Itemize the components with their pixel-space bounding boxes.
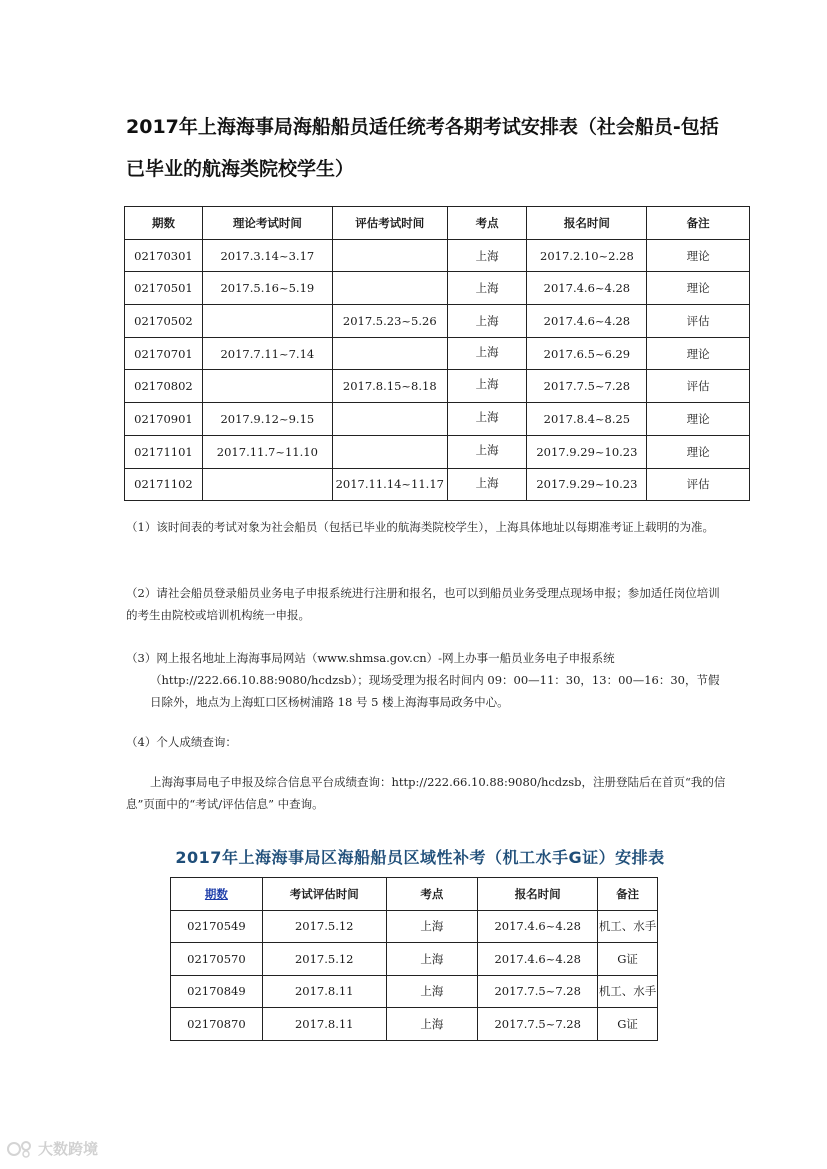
period-link[interactable]: 期数 (204, 886, 228, 901)
table-cell: 评估 (647, 305, 750, 338)
table-cell (332, 403, 447, 436)
table-cell: 上海 (447, 305, 527, 338)
table-cell: 2017.4.6~4.28 (527, 272, 647, 305)
table-cell (202, 370, 332, 403)
table-cell: 上海 (386, 943, 478, 976)
table-cell: 02170901 (125, 403, 203, 436)
table-cell: 2017.7.5~7.28 (478, 1008, 598, 1041)
table-cell (332, 337, 447, 370)
header-cell: 考试评估时间 (262, 878, 386, 911)
table-cell: 2017.4.6~4.28 (478, 910, 598, 943)
header-cell: 报名时间 (527, 207, 647, 240)
table-row (125, 272, 750, 305)
table-cell: 02170549 (171, 910, 263, 943)
note-3-line1: （3）网上报名地址上海海事局网站（www.shmsa.gov.cn）-网上办事一船员业务电子申报系统 (126, 651, 615, 665)
table-cell: 02170501 (125, 272, 203, 305)
table-cell: 02170570 (171, 943, 263, 976)
table-row (125, 305, 750, 338)
table-cell: G证 (598, 1008, 658, 1041)
table-row (171, 1008, 658, 1041)
watermark-logo-icon (6, 1139, 34, 1159)
header-cell: 备注 (647, 207, 750, 240)
table-row (171, 975, 658, 1008)
note-4-detail (126, 771, 726, 815)
table-cell: 2017.7.5~7.28 (527, 370, 647, 403)
table-cell: 2017.8.4~8.25 (527, 403, 647, 436)
table-cell: 机工、水手 (598, 910, 658, 943)
table-cell: 理论 (647, 239, 750, 272)
table-cell: 2017.8.11 (262, 975, 386, 1008)
table-cell: 2017.7.5~7.28 (478, 975, 598, 1008)
table-cell: 02170870 (171, 1008, 263, 1041)
table-cell: 上海 (447, 337, 527, 370)
note-1-text: （1）该时间表的考试对象为社会船员（包括已毕业的航海类院校学生），上海具体地址以每期准考证上载明的为准。 (126, 520, 715, 534)
table-cell: 上海 (447, 468, 527, 501)
table-row (125, 403, 750, 436)
table-cell: 02170502 (125, 305, 203, 338)
table-cell: 评估 (647, 370, 750, 403)
table-cell: 2017.4.6~4.28 (527, 305, 647, 338)
table-cell (332, 239, 447, 272)
table-cell: 评估 (647, 468, 750, 501)
watermark (6, 1138, 98, 1159)
note-3 (126, 647, 726, 713)
table-cell: 理论 (647, 337, 750, 370)
table-cell: 上海 (386, 910, 478, 943)
table-cell: 机工、水手 (598, 975, 658, 1008)
table-cell: 上海 (447, 239, 527, 272)
table-cell: 上海 (447, 370, 527, 403)
table-cell: 2017.3.14~3.17 (202, 239, 332, 272)
header-cell: 评估考试时间 (332, 207, 447, 240)
table-cell: 02170301 (125, 239, 203, 272)
note-2-text: （2）请社会船员登录船员业务电子申报系统进行注册和报名，也可以到船员业务受理点现场申报；参加适任岗位培训的考生由院校或培训机构统一申报。 (126, 586, 720, 622)
table-cell: 理论 (647, 272, 750, 305)
table-cell: 02170802 (125, 370, 203, 403)
table-cell: 02170701 (125, 337, 203, 370)
table-cell: 2017.7.11~7.14 (202, 337, 332, 370)
table-cell: 2017.9.29~10.23 (527, 435, 647, 468)
table-cell: 理论 (647, 403, 750, 436)
table-row (125, 435, 750, 468)
note-4-detail-text: 上海海事局电子申报及综合信息平台成绩查询：http://222.66.10.88:9080/hcdzsb，注册登陆后在首页“我的信息”页面中的“考试/评估信息” 中查询。 (126, 775, 726, 811)
table-cell: 2017.8.11 (262, 1008, 386, 1041)
table-header-row (171, 878, 658, 911)
table-row (125, 337, 750, 370)
table-cell: 上海 (447, 403, 527, 436)
table-cell: 2017.5.12 (262, 943, 386, 976)
table-cell: 02171101 (125, 435, 203, 468)
table-cell: 2017.8.15~8.18 (332, 370, 447, 403)
table-cell: 02170849 (171, 975, 263, 1008)
table-cell: 上海 (386, 975, 478, 1008)
table-cell: 2017.9.29~10.23 (527, 468, 647, 501)
table-row (125, 370, 750, 403)
table-row (171, 910, 658, 943)
header-cell: 备注 (598, 878, 658, 911)
header-cell: 考点 (447, 207, 527, 240)
page-title: 2017年上海海事局海船船员适任统考各期考试安排表（社会船员-包括已毕业的航海类院校学生） (126, 116, 719, 180)
table-cell: 2017.5.16~5.19 (202, 272, 332, 305)
table-cell: 上海 (386, 1008, 478, 1041)
table-cell (202, 305, 332, 338)
table-row (171, 943, 658, 976)
section-title: 2017年上海海事局区海船船员区域性补考（机工水手G证）安排表 (175, 848, 665, 867)
table-cell: 上海 (447, 435, 527, 468)
table-cell: 2017.2.10~2.28 (527, 239, 647, 272)
table-header-row (125, 207, 750, 240)
table-cell: 2017.11.14~11.17 (332, 468, 447, 501)
watermark-text: 大数跨境 (38, 1140, 99, 1158)
exam-schedule-table (124, 206, 750, 501)
table-row (125, 468, 750, 501)
header-cell: 理论考试时间 (202, 207, 332, 240)
header-cell: 报名时间 (478, 878, 598, 911)
table-cell: 02171102 (125, 468, 203, 501)
table-cell (332, 435, 447, 468)
header-cell-link[interactable] (171, 878, 263, 911)
note-1 (126, 516, 726, 538)
header-cell: 考点 (386, 878, 478, 911)
table-cell: 上海 (447, 272, 527, 305)
table-cell: G证 (598, 943, 658, 976)
table-cell: 2017.6.5~6.29 (527, 337, 647, 370)
table-cell (332, 272, 447, 305)
note-4 (126, 731, 726, 753)
table-cell: 2017.4.6~4.28 (478, 943, 598, 976)
header-cell: 期数 (125, 207, 203, 240)
note-3-line2: （http://222.66.10.88:9080/hcdzsb）；现场受理为报名时间内 09：00—11：30，13：00—16：30，节假日除外，地点为上海虹口区杨树浦路 18 号 5 楼上海海事局政务中心。 (150, 673, 720, 709)
table-cell: 2017.9.12~9.15 (202, 403, 332, 436)
makeup-exam-table (170, 877, 658, 1041)
table-row (125, 239, 750, 272)
table-cell: 2017.5.12 (262, 910, 386, 943)
table-cell: 2017.11.7~11.10 (202, 435, 332, 468)
table-cell (202, 468, 332, 501)
note-4-text: （4）个人成绩查询： (126, 735, 237, 749)
table-cell: 理论 (647, 435, 750, 468)
note-2 (126, 582, 726, 626)
table-cell: 2017.5.23~5.26 (332, 305, 447, 338)
